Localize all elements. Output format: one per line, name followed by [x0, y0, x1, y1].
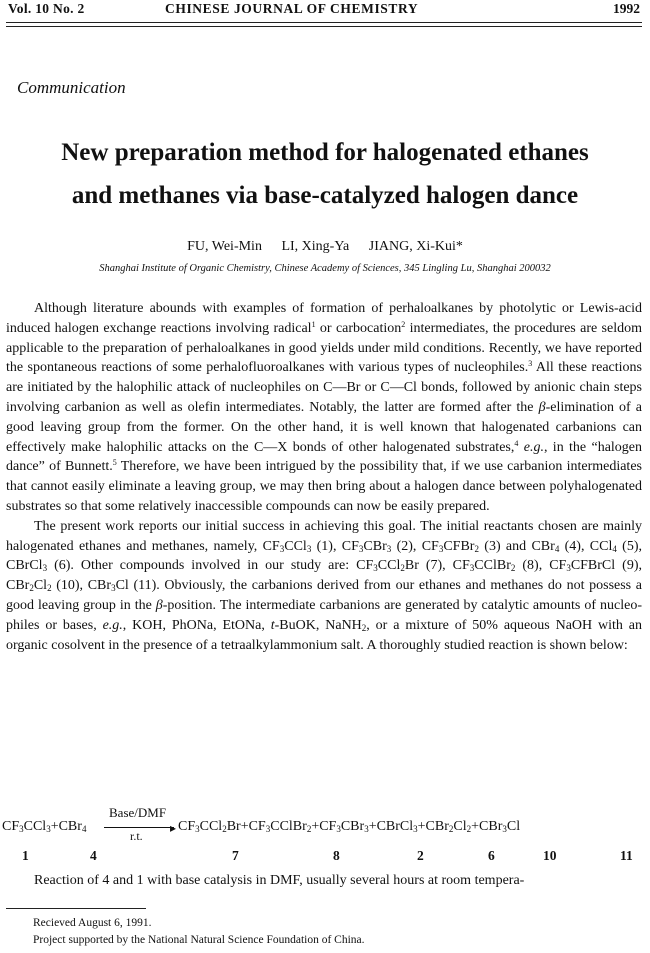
- footnote-rule: [6, 908, 146, 909]
- reaction-equation: [0, 805, 650, 845]
- equation-products: $CF_3CCl_2Br+CF_3CClBr_2+CF_3CBr_3+CBrCl_3+CBr_2Cl_2+CBr_3Cl$: [178, 819, 521, 834]
- compound-number: 11: [620, 848, 633, 863]
- running-header: [6, 1, 642, 19]
- publication-year: 1992: [613, 1, 640, 16]
- header-rule-top: [6, 22, 642, 23]
- compound-number: 1: [22, 848, 29, 863]
- paragraph-2: The present work reports our initial success in achieving this goal. The initial reactants chosen are mainly halogenated ethanes and methanes, namely, $CF_3CCl_3$ (1), $CF_3CBr_3$ (2), $CF_3CFBr_2$ (3) and CBr$_4$ (4), CCl$_4$ (5), CBrCl$_3$ (6). Other compounds involved in our study are: $CF_3CCl_2Br$ (7), $CF_3CClBr_2$ (8), $CF_3CFBrCl$ (9), $CBr_2Cl_2$ (10), CBr$_3$Cl (11). Obviously, the carbanions derived from our ethanes and methanes do not possess a good leaving group in the β-position. The intermediate carbanions are generated by catalytic amounts of nucleophiles or bases, e.g., KOH, PhONa, EtONa, t-BuOK, NaNH$_2$, or a mixture of 50% aqueous NaOH with an organic cosolvent in the presence of a tetraalkylammonium salt. A thoroughly studied reaction is shown below:: [6, 518, 643, 653]
- compound-number: 4: [90, 848, 97, 863]
- header-rule-bottom: [6, 26, 642, 27]
- reaction-arrow: [104, 827, 174, 828]
- volume-issue: Vol. 10 No. 2: [8, 1, 85, 16]
- paragraph-3-first-line: Reaction of 4 and 1 with base catalysis in DMF, usually several hours at room tempera-: [34, 873, 525, 888]
- journal-name: CHINESE JOURNAL OF CHEMISTRY: [165, 1, 419, 16]
- compound-number: 2: [417, 848, 424, 863]
- equation-reactants: $CF_3CCl_3+CBr_4$: [2, 819, 87, 834]
- author-1: FU, Wei-Min: [187, 239, 262, 254]
- footnote-funding: Project supported by the National Natural Science Foundation of China.: [33, 934, 365, 946]
- section-label: Communication: [17, 78, 126, 97]
- article-title: [0, 131, 650, 217]
- equation-conditions-below: r.t.: [130, 829, 143, 843]
- arrow-head-icon: ▸: [170, 821, 177, 835]
- compound-number: 8: [333, 848, 340, 863]
- compound-number: 10: [543, 848, 557, 863]
- author-3: JIANG, Xi-Kui*: [368, 239, 463, 254]
- equation-conditions-above: Base/DMF: [109, 805, 167, 820]
- title-line-1: New preparation method for halogenated ethanes: [61, 139, 589, 166]
- affiliation: Shanghai Institute of Organic Chemistry, Chinese Academy of Sciences, 345 Lingling Lu, Shanghai 200032: [99, 263, 551, 274]
- author-2: LI, Xing-Ya: [281, 239, 350, 254]
- title-line-2: and methanes via base-catalyzed halogen dance: [71, 182, 579, 209]
- compound-number: 6: [488, 848, 495, 863]
- paragraph-1: Although literature abounds with examples of formation of perhaloalkanes by photolytic or Lewis-acid induced halogen exchange reactions involving radical$^1$ or carbocation$^2$ intermediates, the procedures are seldom applicable to the preparation of perhaloalkanes in good yields under mild conditions. Recently, we have reported the spontaneous reactions of some perhalofluoroalkanes with various types of nucleophiles.$^3$ All these reactions are initiated by the halophilic attack of nucleophiles on C—Br or C—Cl bonds, followed by anionic chain steps involving carbanion as well as olefin intermediates. Notably, the latter are formed after the β-elimination of a good leaving group from the former. On the other hand, it is well known that halogenated carbanions can effectively make halophilic attacks on the C—X bonds of other halogenated substrates,$^4$ e.g., in the “halogen dance” of Bunnett.$^5$ Therefore, we have been intrigued by the possibility that, if we use carbanion intermediates that cannot easily eliminate a leaving group, we may then bring about a halogen dance between polyhalogenated substrates so that some relatively inaccessible compounds can now be easily prepared.: [6, 301, 643, 514]
- compound-number: 7: [232, 848, 239, 863]
- article-body: [6, 299, 642, 655]
- footnote-received: Recieved August 6, 1991.: [33, 917, 152, 929]
- author-list: [0, 239, 650, 255]
